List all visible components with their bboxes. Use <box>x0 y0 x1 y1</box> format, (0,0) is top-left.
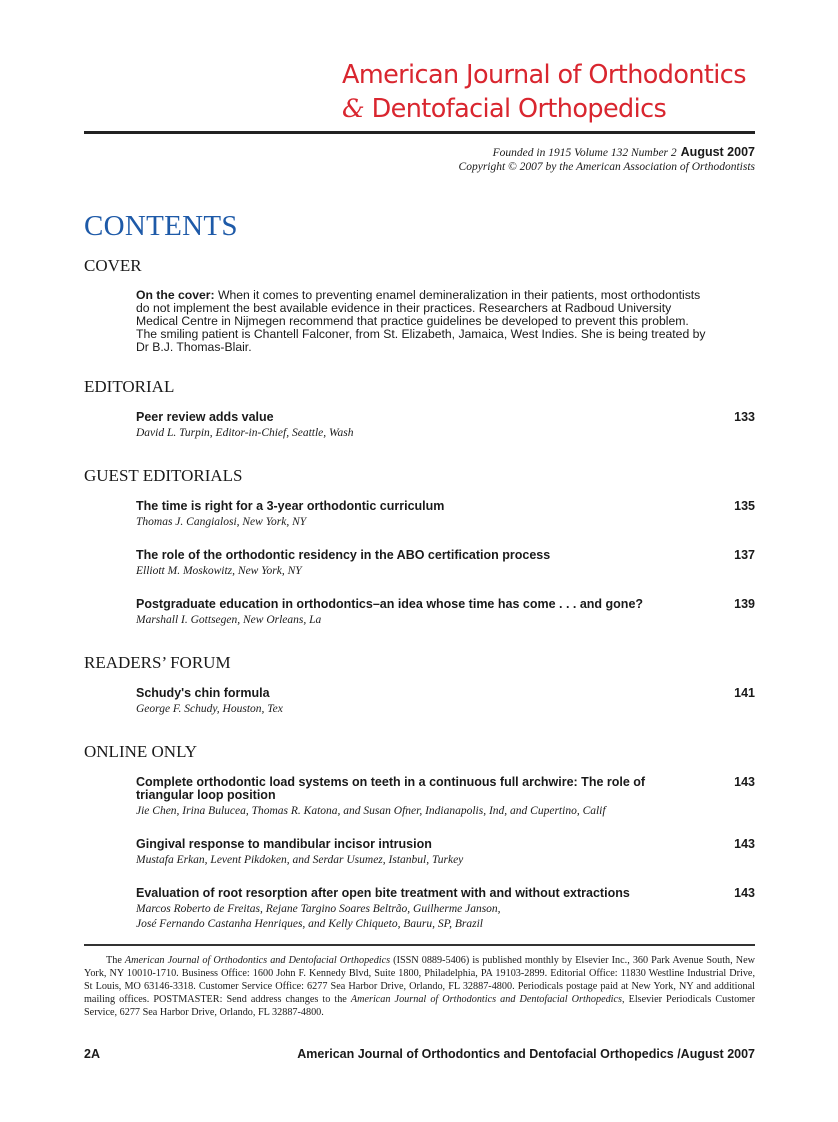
cover-text: When it comes to preventing enamel demineralization in their patients, most orthodontists do not implement the best available evidence in their practices. Researchers at Radboud University Medical Centre in Nijmegen recommend that practice guidelines be developed to prevent this problem. The smiling patient is Chantell Falconer, from St. Elizabeth, Jamaica, West Indies. She is being treated by Dr B.J. Thomas-Blair. <box>136 288 706 354</box>
article-title[interactable]: The role of the orthodontic residency in the ABO certification process <box>136 548 551 562</box>
article-authors: Thomas J. Cangialosi, New York, NY <box>136 516 307 528</box>
ampersand-logo: & <box>342 94 365 124</box>
publisher-text-1: The <box>106 955 125 966</box>
article-authors: David L. Turpin, Editor-in-Chief, Seattle, Wash <box>136 427 354 439</box>
journal-masthead <box>342 58 762 126</box>
section-heading-readers-forum: READERS’ FORUM <box>84 653 231 672</box>
article-title[interactable]: Peer review adds value <box>136 410 274 424</box>
copyright <box>459 160 755 174</box>
issue-info <box>459 145 755 174</box>
journal-name: American Journal of Orthodontics and Dentofacial Orthopedics <box>350 994 622 1005</box>
issue-date: August 2007 <box>680 145 755 159</box>
article-authors: Mustafa Erkan, Levent Pikdoken, and Serdar Usumez, Istanbul, Turkey <box>136 854 464 866</box>
article-title[interactable]: Postgraduate education in orthodontics–an idea whose time has come . . . and gone? <box>136 597 644 611</box>
page-number: 143 <box>734 775 755 789</box>
page-number-footer: 2A <box>84 1047 100 1061</box>
article-title[interactable]: Evaluation of root resorption after open bite treatment with and without extractions <box>136 886 630 900</box>
masthead-line-2 <box>342 92 762 126</box>
page-number: 135 <box>734 499 755 513</box>
masthead-line-1: American Journal of Orthodontics <box>342 60 746 90</box>
page-title: CONTENTS <box>84 210 238 242</box>
article-authors: George F. Schudy, Houston, Tex <box>136 703 283 715</box>
toc-entry[interactable] <box>136 549 755 579</box>
article-title[interactable]: Complete orthodontic load systems on teeth in a continuous full archwire: The role of triangular loop position <box>136 775 646 802</box>
toc-entry[interactable] <box>136 411 755 441</box>
authors-line-1: Marcos Roberto de Freitas, Rejane Targino Soares Beltrão, Guilherme Janson, <box>136 903 501 915</box>
article-authors: Jie Chen, Irina Bulucea, Thomas R. Katona, and Susan Ofner, Indianapolis, Ind, and Cupertino, Calif <box>136 805 606 817</box>
toc-entry[interactable] <box>136 598 755 628</box>
copyright-text: Copyright © 2007 by the American Association of Orthodontists <box>458 161 755 173</box>
article-title[interactable]: The time is right for a 3-year orthodontic curriculum <box>136 499 445 513</box>
journal-name: American Journal of Orthodontics and Dentofacial Orthopedics <box>124 955 391 966</box>
masthead-line-2-text: Dentofacial Orthopedics <box>371 94 667 124</box>
header-divider <box>84 131 755 134</box>
page-number: 139 <box>734 597 755 611</box>
toc-entry[interactable] <box>136 687 755 717</box>
toc-entry[interactable] <box>136 887 755 932</box>
section-heading-cover: COVER <box>84 256 142 275</box>
publisher-text-2: (ISSN 0889-5406) is published monthly by Elsevier Inc., 360 Park Avenue South, New York, NY 10010-1710. Business Office: 1600 John F. Kennedy Blvd, Suite 1800, Philadelphia, PA 19103-2899. Editorial Office: 11830 Westline Industrial Drive, St Louis, MO 63146-3318. Customer Service Office: 6277 Sea Harbor Drive, Orlando, FL 32887-4800. Periodicals postage paid at New York, NY and additional mailing offices. POSTMASTER: Send address changes to the <box>84 955 755 1005</box>
article-authors: Marshall I. Gottsegen, New Orleans, La <box>136 614 322 626</box>
founded-year: Founded in 1915 <box>492 147 572 159</box>
cover-label: On the cover: <box>136 288 215 302</box>
section-heading-editorial: EDITORIAL <box>84 377 175 396</box>
toc-entry[interactable] <box>136 838 755 868</box>
cover-description <box>136 289 706 354</box>
article-title[interactable]: Gingival response to mandibular incisor intrusion <box>136 837 432 851</box>
toc-entry[interactable] <box>136 500 755 530</box>
running-title: American Journal of Orthodontics and Dentofacial Orthopedics /August 2007 <box>297 1047 755 1061</box>
volume: Volume 132 <box>574 147 629 159</box>
publisher-text-3: , Elsevier Periodicals Customer Service, 6277 Sea Harbor Drive, Orlando, FL 32887-4800. <box>84 994 755 1018</box>
article-authors <box>136 902 755 932</box>
page-number: 143 <box>734 837 755 851</box>
section-heading-guest-editorials: GUEST EDITORIALS <box>84 466 243 485</box>
article-title[interactable]: Schudy's chin formula <box>136 686 270 700</box>
issue-number: Number 2 <box>630 147 677 159</box>
page-number: 141 <box>734 686 755 700</box>
publisher-statement <box>84 954 755 1019</box>
section-heading-online-only: ONLINE ONLY <box>84 742 198 761</box>
article-authors: Elliott M. Moskowitz, New York, NY <box>136 565 302 577</box>
page-number: 133 <box>734 410 755 424</box>
page-number: 143 <box>734 886 755 900</box>
footer-divider <box>84 944 755 946</box>
page-number: 137 <box>734 548 755 562</box>
issue-line <box>459 145 755 160</box>
toc-entry[interactable] <box>136 776 755 819</box>
authors-line-2: José Fernando Castanha Henriques, and Kelly Chiqueto, Bauru, SP, Brazil <box>136 918 484 930</box>
